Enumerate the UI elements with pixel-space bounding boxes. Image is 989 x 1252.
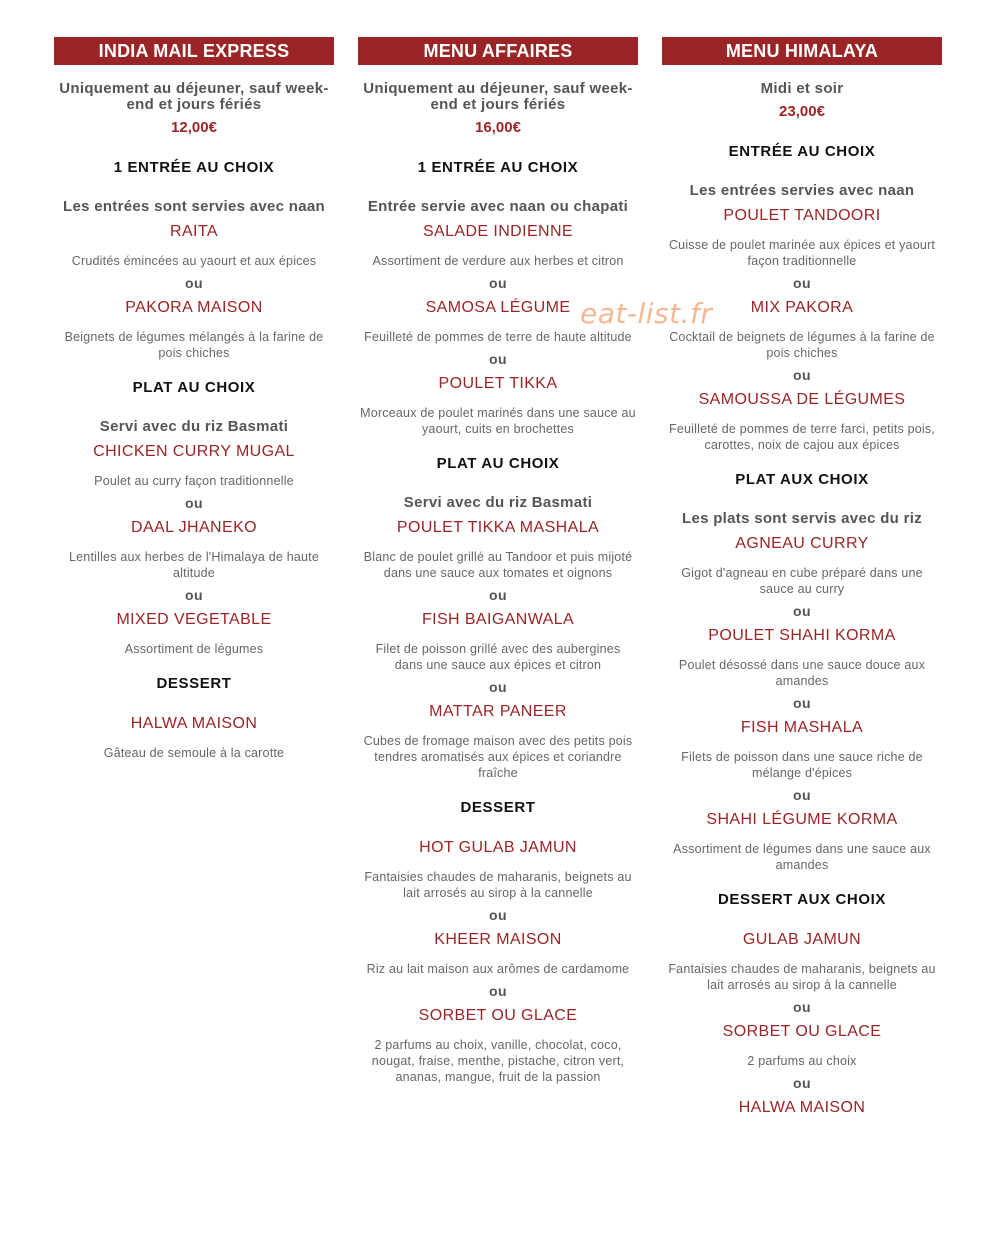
dish-description: Feuilleté de pommes de terre farci, petits pois, carottes, noix de cajou aux épices	[669, 422, 935, 452]
dish-description: 2 parfums au choix, vanille, chocolat, coco, nougat, fraise, menthe, pistache, citron vert, ananas, mangue, fruit de la passion	[371, 1038, 625, 1084]
menu-himalaya	[662, 37, 942, 1117]
plat-note: Servi avec du riz Basmati	[99, 418, 289, 435]
or-separator: ou	[184, 587, 204, 603]
entree-note: Les entrées sont servies avec naan	[62, 198, 325, 215]
or-separator: ou	[792, 603, 812, 619]
plat-note: Servi avec du riz Basmati	[403, 494, 593, 511]
dessert-section-title: DESSERT	[156, 675, 232, 692]
plat-section-title: PLAT AUX CHOIX	[735, 471, 869, 488]
menu-price: 23,00€	[779, 103, 825, 120]
menu-title: INDIA MAIL EXPRESS	[54, 37, 334, 65]
dish-name: DAAL JHANEKO	[130, 519, 258, 536]
dish-description: Assortiment de légumes	[124, 642, 264, 656]
dish-name: SHAHI LÉGUME KORMA	[706, 811, 898, 828]
or-separator: ou	[792, 695, 812, 711]
entree-section-title: 1 ENTRÉE AU CHOIX	[113, 159, 275, 176]
dish-description: Poulet désossé dans une sauce douce aux amandes	[678, 658, 926, 688]
menu-title: MENU HIMALAYA	[662, 37, 942, 65]
dish-name: MATTAR PANEER	[429, 703, 567, 720]
dessert-section-title: DESSERT	[460, 799, 536, 816]
dish-name: POULET TIKKA	[438, 375, 558, 392]
plat-section-title: PLAT AU CHOIX	[436, 455, 560, 472]
dish-name: SAMOUSSA DE LÉGUMES	[698, 391, 906, 408]
dish-name: HOT GULAB JAMUN	[419, 839, 577, 856]
menu-availability-note: Uniquement au déjeuner, sauf week-end et jours fériés	[59, 80, 329, 113]
menu-availability-note: Uniquement au déjeuner, sauf week-end et jours fériés	[363, 80, 633, 113]
dish-name: PAKORA MAISON	[125, 299, 263, 316]
dish-description: Lentilles aux herbes de l'Himalaya de haute altitude	[68, 550, 320, 580]
site-watermark: eat-list.fr	[580, 297, 713, 330]
plat-note: Les plats sont servis avec du riz	[682, 510, 922, 527]
dish-description: Fantaisies chaudes de maharanis, beignets au lait arrosés au sirop à la cannelle	[668, 962, 936, 992]
dish-description: Crudités émincées au yaourt et aux épices	[71, 254, 317, 268]
dish-description: Blanc de poulet grillé au Tandoor et puis mijoté dans une sauce aux tomates et oignons	[363, 550, 633, 580]
dish-description: Assortiment de verdure aux herbes et citron	[372, 254, 624, 268]
menu-india-mail-express	[54, 37, 334, 761]
or-separator: ou	[488, 679, 508, 695]
dish-name: GULAB JAMUN	[742, 931, 862, 948]
dish-description: Feuilleté de pommes de terre de haute altitude	[364, 330, 632, 344]
dish-description: Cuisse de poulet marinée aux épices et yaourt façon traditionnelle	[668, 238, 936, 268]
dish-description: Gigot d'agneau en cube préparé dans une sauce au curry	[681, 566, 923, 596]
dish-name: CHICKEN CURRY MUGAL	[93, 443, 295, 460]
dish-description: 2 parfums au choix	[747, 1054, 857, 1068]
or-separator: ou	[792, 999, 812, 1015]
dish-name: AGNEAU CURRY	[735, 535, 869, 552]
entree-note: Les entrées servies avec naan	[689, 182, 915, 199]
dish-description: Riz au lait maison aux arômes de cardamome	[366, 962, 630, 976]
dish-description: Cocktail de beignets de légumes à la farine de pois chiches	[669, 330, 935, 360]
dessert-section-title: DESSERT AUX CHOIX	[717, 891, 886, 908]
dish-description: Assortiment de légumes dans une sauce aux amandes	[673, 842, 931, 872]
entree-section-title: ENTRÉE AU CHOIX	[728, 143, 876, 160]
dish-name: SORBET OU GLACE	[722, 1023, 882, 1040]
entree-section-title: 1 ENTRÉE AU CHOIX	[417, 159, 579, 176]
dish-name: POULET TIKKA MASHALA	[396, 519, 600, 536]
menu-price: 12,00€	[171, 119, 217, 136]
or-separator: ou	[792, 367, 812, 383]
dish-description: Filet de poisson grillé avec des aubergines dans une sauce aux épices et citron	[375, 642, 621, 672]
dish-name: POULET SHAHI KORMA	[708, 627, 896, 644]
dish-description: Beignets de légumes mélangés à la farine de pois chiches	[64, 330, 324, 360]
dish-name: FISH MASHALA	[740, 719, 864, 736]
or-separator: ou	[488, 587, 508, 603]
dish-name: SALADE INDIENNE	[422, 223, 574, 240]
or-separator: ou	[488, 983, 508, 999]
dish-description: Gâteau de semoule à la carotte	[103, 746, 285, 760]
menu-price: 16,00€	[475, 119, 521, 136]
or-separator: ou	[184, 275, 204, 291]
dish-description: Cubes de fromage maison avec des petits pois tendres aromatisés aux épices et coriandre fraîche	[363, 734, 633, 780]
dish-name: FISH BAIGANWALA	[421, 611, 575, 628]
plat-section-title: PLAT AU CHOIX	[132, 379, 256, 396]
dish-description: Filets de poisson dans une sauce riche de mélange d'épices	[681, 750, 923, 780]
or-separator: ou	[488, 275, 508, 291]
dish-name: POULET TANDOORI	[723, 207, 881, 224]
or-separator: ou	[488, 351, 508, 367]
or-separator: ou	[792, 787, 812, 803]
dish-name: HALWA MAISON	[738, 1099, 866, 1116]
entree-note: Entrée servie avec naan ou chapati	[367, 198, 629, 215]
dish-name: RAITA	[170, 223, 218, 240]
dish-description: Fantaisies chaudes de maharanis, beignets au lait arrosés au sirop à la cannelle	[364, 870, 632, 900]
menu-availability-note: Midi et soir	[760, 80, 844, 97]
or-separator: ou	[792, 275, 812, 291]
dish-name: MIX PAKORA	[750, 299, 854, 316]
dish-name: HALWA MAISON	[130, 715, 258, 732]
menu-affaires	[358, 37, 638, 1085]
dish-description: Morceaux de poulet marinés dans une sauce au yaourt, cuits en brochettes	[360, 406, 636, 436]
or-separator: ou	[792, 1075, 812, 1091]
dish-name: MIXED VEGETABLE	[116, 611, 272, 628]
dish-description: Poulet au curry façon traditionnelle	[94, 474, 294, 488]
or-separator: ou	[488, 907, 508, 923]
or-separator: ou	[184, 495, 204, 511]
menu-title: MENU AFFAIRES	[358, 37, 638, 65]
dish-name: SORBET OU GLACE	[418, 1007, 578, 1024]
dish-name: KHEER MAISON	[434, 931, 562, 948]
dish-name: SAMOSA LÉGUME	[425, 299, 571, 316]
